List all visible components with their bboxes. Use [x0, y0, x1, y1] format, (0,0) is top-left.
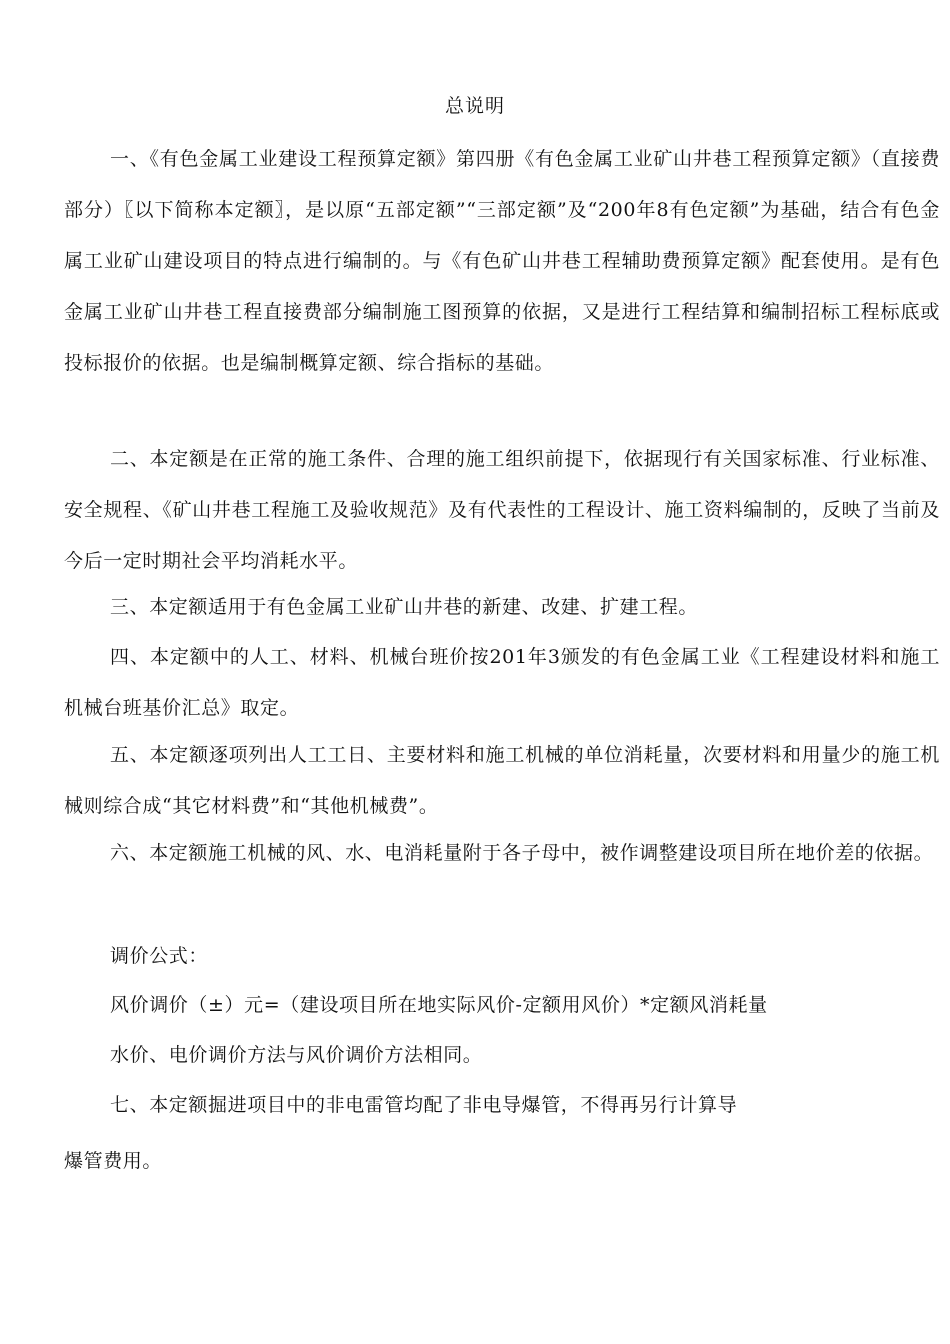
- formula-note: 水价、电价调价方法与风价调价方法相同。: [110, 1044, 483, 1066]
- formula-text: 风价调价（±）元=（建设项目所在地实际风价-定额用风价）*定额风消耗量: [110, 994, 768, 1016]
- paragraph-7-line-2: 爆管费用。: [64, 1150, 163, 1172]
- formula-label: 调价公式：: [110, 945, 209, 967]
- paragraph-6: 六、本定额施工机械的风、水、电消耗量附于各子母中，被作调整建设项目所在地价差的依据。: [110, 842, 934, 864]
- paragraph-1: 一、《有色金属工业建设工程预算定额》第四册《有色金属工业矿山井巷工程预算定额》（直接费部分）〖以下简称本定额〗，是以原“五部定额”“三部定额”及“200年8有色定额”为基础，结合有色金属工业矿山建设项目的特点进行编制的。与《有色矿山井巷工程辅助费预算定额》配套使用。是有色金属工业矿山井巷工程直接费部分编制施工图预算的依据，又是进行工程结算和编制招标工程标底或投标报价的依据。也是编制概算定额、综合指标的基础。: [64, 148, 940, 374]
- paragraph-2: 二、本定额是在正常的施工条件、合理的施工组织前提下，依据现行有关国家标准、行业标准、安全规程、《矿山井巷工程施工及验收规范》及有代表性的工程设计、施工资料编制的，反映了当前及今后一定时期社会平均消耗水平。: [64, 448, 940, 572]
- paragraph-5: 五、本定额逐项列出人工工日、主要材料和施工机械的单位消耗量，次要材料和用量少的施工机械则综合成“其它材料费”和“其他机械费”。: [64, 744, 940, 817]
- paragraph-3: 三、本定额适用于有色金属工业矿山井巷的新建、改建、扩建工程。: [110, 596, 699, 618]
- paragraph-4: 四、本定额中的人工、材料、机械台班价按201年3颁发的有色金属工业《工程建设材料和施工机械台班基价汇总》取定。: [64, 646, 940, 719]
- document-title: 总说明: [444, 95, 505, 117]
- paragraph-7-line-1: 七、本定额掘进项目中的非电雷管均配了非电导爆管，不得再另行计算导: [110, 1094, 738, 1116]
